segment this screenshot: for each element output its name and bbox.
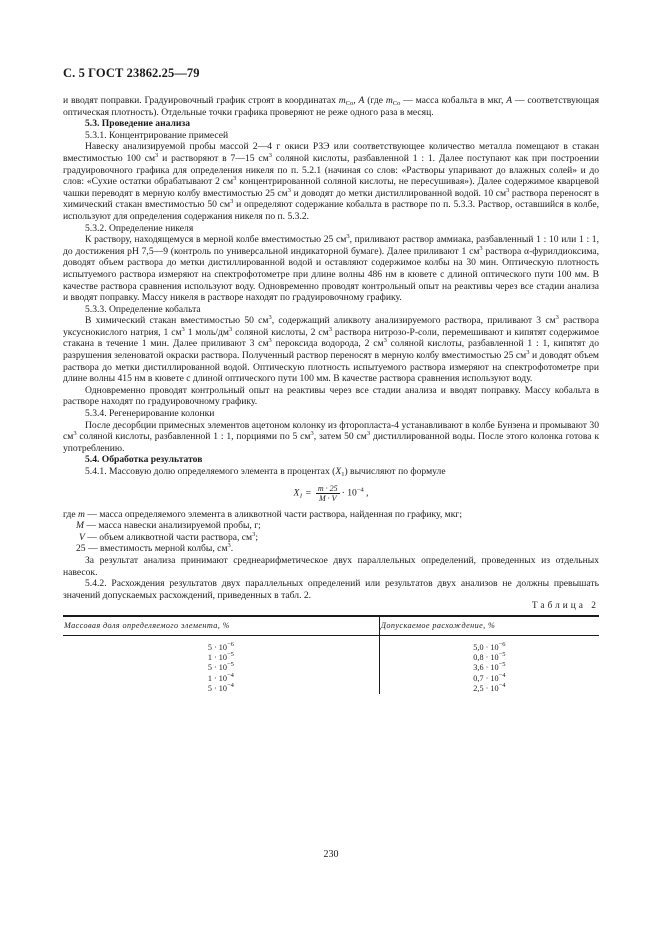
- superscript: 3: [268, 337, 272, 345]
- section-5-4-1-paragraph: [63, 466, 599, 478]
- superscript: 3: [155, 151, 159, 159]
- text: — масса определяемого элемента в аликвотной части раствора, найденная по графику, мкг;: [84, 508, 463, 520]
- superscript: 3: [268, 151, 272, 159]
- text: 5 · 10: [207, 683, 227, 693]
- section-5-3-4-title: 5.3.4. Регенерирование колонки: [85, 408, 215, 420]
- text: m: [338, 95, 346, 106]
- superscript: −6: [226, 640, 234, 648]
- table-cell-mass-fraction: [63, 671, 379, 684]
- superscript: −6: [498, 640, 506, 648]
- text: и доводят до метки дистиллированной водой. 10 см: [290, 187, 507, 199]
- text: и растворяют в 7—15 см: [158, 152, 269, 164]
- formula-equals: =: [302, 487, 314, 499]
- table-row: [63, 684, 599, 694]
- section-5-4-title: 5.4. Обработка результатов: [85, 454, 203, 466]
- text: 1 моль/дм: [184, 326, 229, 338]
- text: Навеску анализируемой пробы массой 2—4 г окиси РЗЭ или соответствующее количество металла помещают в стакан вместимостью 100 см: [63, 141, 599, 164]
- subscript: Co: [392, 100, 401, 107]
- formula-end: ,: [363, 487, 369, 499]
- superscript: 3: [310, 430, 314, 438]
- symbol: M: [76, 520, 84, 532]
- superscript: −4: [226, 681, 234, 689]
- superscript: 3: [230, 198, 234, 206]
- superscript: −4: [498, 681, 506, 689]
- text: раствора α-фурилдиоксима, доводят объем раствора до метки дистиллированной водой и оставляют содержимое колбы на 30 мин. Оптическую плотность испытуемого раствора измеряют на спектрофотометре при длине волны 486 нм в кювете с длиной оптического пути 100 мм. В качестве раствора сравнения используют воду. Одновременно проводят контрольный опыт на реактивы через все стадии анализа и вводят поправку. Массу никеля в растворе находят по градуировочному графику.: [63, 245, 600, 304]
- text: и доводят объем раствора до метки дистиллированной водой. Оптическую плотность испытуемого раствора измеряют на спектрофотометре при длине волны 415 нм в кювете с длиной оптического пути 100 мм. В качестве раствора сравнения используют воду.: [63, 350, 599, 385]
- table-row: [63, 635, 599, 653]
- table-caption: Таблица 2: [531, 601, 599, 612]
- table-header-mass-fraction: Массовая доля определяемого элемента, %: [63, 616, 379, 636]
- table-header-tolerance: Допускаемое расхождение, %: [379, 616, 599, 636]
- formula-lhs-subscript: 1: [299, 492, 303, 500]
- text: (где: [364, 95, 386, 106]
- superscript: 3: [233, 175, 237, 183]
- text: A: [358, 95, 365, 106]
- text: 1 · 10: [207, 653, 227, 663]
- text: ,: [353, 95, 359, 106]
- text: — масса навески анализируемой пробы, г;: [84, 520, 261, 532]
- text: X: [335, 466, 342, 477]
- table-cell-tolerance: [379, 681, 599, 694]
- text: 5 · 10: [207, 663, 227, 673]
- superscript: 3: [268, 314, 272, 322]
- text: соляной кислоты, разбавленной 1 : 1. Далее поступают как при построении градуировочного графика для определения никеля по п. 5.2.1 (начиная со слов: «Растворы упаривают до влажных солей» и до слов: «Сухие остатки обрабатывают 2 см: [63, 152, 599, 188]
- document-body: [63, 95, 599, 694]
- text: соляной кислоты, разбавленной 1 : 1, порциями по 5 см: [76, 431, 311, 443]
- subscript: 1: [341, 471, 345, 478]
- superscript: −4: [226, 671, 234, 679]
- table-header-row: [63, 616, 599, 636]
- superscript: 3: [328, 325, 332, 333]
- superscript: 3: [73, 430, 77, 438]
- formula-definitions: [63, 509, 599, 555]
- superscript: 3: [346, 233, 350, 241]
- text: соляной кислоты, разбавленной 1 : 1, кипятят до разрушения зеленоватой окраски раствора. Полученный раствор переносят в мерную колбу вместимостью 25 см: [63, 338, 599, 362]
- section-5-3-3-paragraph: [63, 315, 599, 385]
- text: m: [385, 95, 393, 106]
- table-cell-tolerance: [379, 671, 599, 684]
- superscript: 3: [383, 337, 387, 345]
- text: , приливают раствор аммиака, разбавленный 1 : 10 или 1 : 1, до достижения pH 7,5—9 (контроль по универсальной индикаторной бумаге). Далее приливают 1 см: [63, 234, 599, 257]
- text: пероксида водорода, 2 см: [271, 338, 384, 350]
- table-cell-mass-fraction: [63, 681, 379, 694]
- formula-fraction: [316, 484, 340, 503]
- formula: [63, 484, 599, 503]
- definition-25: [63, 543, 599, 555]
- symbol: V: [79, 531, 85, 543]
- text: — соответствующая оптическая плотность). Отдельные точки графика проверяют не реже одного раза в месяц.: [63, 95, 600, 118]
- table-cell-mass-fraction: [63, 653, 379, 663]
- superscript: 3: [181, 325, 185, 333]
- superscript: 3: [366, 430, 371, 438]
- table-cell-mass-fraction: [63, 663, 379, 673]
- table-cell-tolerance: [379, 653, 599, 663]
- table-cell-mass-fraction: [63, 635, 379, 653]
- text: 2,5 · 10: [473, 683, 499, 693]
- table-cell-tolerance: [379, 635, 599, 653]
- text: К раствору, находящемуся в мерной колбе вместимостью 25 см: [85, 234, 347, 246]
- text: 5.4.1. Массовую долю определяемого элемента в процентах (: [85, 466, 336, 477]
- formula-numerator: m · 25: [317, 483, 338, 493]
- text: 0,7 · 10: [473, 673, 499, 683]
- text: — масса кобальта в мкг,: [400, 95, 507, 106]
- text: и определяют содержание кобальта в растворе по п. 5.3.3. Раствор, оставшийся в колбе, используют для определения содержания никеля по п. 5.3.2.: [63, 199, 599, 222]
- section-5-3-3-control-paragraph: Одновременно проводят контрольный опыт на реактивы через все стадии анализа и вводят поправку. Массу кобальта в растворе находят по градуировочному графику.: [63, 384, 599, 408]
- section-5-3-1-title: 5.3.1. Концентрирование примесей: [85, 129, 229, 141]
- superscript: −5: [226, 661, 234, 669]
- section-5-4-2-paragraph: 5.4.2. Расхождения результатов двух параллельных определений или результатов двух анализов не должны превышать значений допускаемых расхождений, приведенных в табл. 2.: [63, 578, 599, 601]
- superscript: −5: [498, 651, 506, 659]
- definition-m: [63, 509, 599, 521]
- text: — объем аликвотной части раствора, см: [84, 531, 253, 543]
- text: 3,6 · 10: [473, 663, 499, 673]
- section-5-3-4-paragraph: [63, 420, 599, 455]
- definition-M: [63, 520, 599, 532]
- section-5-3-3-title: 5.3.3. Определение кобальта: [85, 303, 201, 315]
- text: 5 · 10: [207, 642, 227, 652]
- table-cell-tolerance: [379, 663, 599, 673]
- page-header: С. 5 ГОСТ 23862.25—79: [63, 66, 200, 80]
- intro-paragraph: [63, 95, 599, 118]
- text: дистиллированной воды. После этого колонка готова к употреблению.: [63, 431, 599, 454]
- symbol: 25: [76, 543, 86, 555]
- text: — вместимость мерной колбы, см: [85, 543, 228, 555]
- superscript: 3: [252, 530, 256, 538]
- text: где: [63, 508, 78, 520]
- superscript: 3: [287, 186, 291, 194]
- superscript: 3: [526, 349, 530, 357]
- text: , затем 50 см: [313, 431, 367, 443]
- formula-tail: · 10: [341, 487, 357, 499]
- formula-lhs: X: [293, 487, 300, 499]
- section-5-3-1-paragraph: [63, 141, 599, 222]
- section-5-3-title: 5.3. Проведение анализа: [85, 118, 191, 130]
- superscript: −5: [498, 661, 506, 669]
- text: 0,8 · 10: [473, 653, 499, 663]
- table-row: [63, 653, 599, 663]
- text: раствора уксуснокислого натрия, 1 см: [63, 315, 599, 338]
- formula-exponent: −4: [356, 486, 364, 494]
- tolerance-table: [63, 615, 599, 694]
- superscript: −5: [226, 651, 234, 659]
- superscript: −4: [498, 671, 506, 679]
- text: 1 · 10: [207, 673, 227, 683]
- text: и вводят поправки. Градуировочный график строят в координатах: [63, 95, 339, 106]
- text: соляной кислоты, 2 см: [232, 326, 329, 338]
- text: 5,0 · 10: [473, 642, 499, 652]
- subscript: Co: [345, 100, 354, 107]
- text: раствора переносят в химический стакан вместимостью 50 см: [63, 187, 599, 211]
- text: В химический стакан вместимостью 50 см: [85, 315, 269, 327]
- text: раствора нитрозо-Р-соли, перемешивают и кипятят содержимое стакана в течение 1 мин. Далее приливают 3 см: [63, 326, 600, 350]
- text: ;: [255, 531, 259, 543]
- formula-denominator: M · V: [318, 493, 337, 503]
- page-number: 230: [323, 849, 339, 860]
- table-row: [63, 674, 599, 684]
- text: A: [506, 95, 513, 106]
- text: , содержащий аликвоту анализируемого раствора, приливают 3 см: [271, 315, 556, 327]
- text: концентрированной соляной кислоты, не пересушивая»). Далее содержимое кварцевой чашки переводят в мерную колбу вместимостью 25 см: [63, 176, 599, 199]
- superscript: 3: [479, 244, 483, 252]
- superscript: 3: [228, 325, 233, 333]
- superscript: 3: [555, 314, 559, 322]
- superscript: 3: [227, 542, 231, 550]
- section-5-3-2-paragraph: [63, 234, 599, 304]
- table-row: [63, 663, 599, 673]
- symbol: m: [78, 508, 85, 520]
- section-5-3-2-title: 5.3.2. Определение никеля: [85, 222, 194, 234]
- superscript: 3: [506, 186, 510, 194]
- text: .: [230, 543, 234, 555]
- definition-V: [63, 532, 599, 544]
- text: После десорбции примесных элементов ацетоном колонку из фторопласта-4 устанавливают в колбе Бунзена и промывают 30 см: [63, 419, 599, 443]
- result-paragraph: За результат анализа принимают среднеарифметическое двух параллельных определений, проведенных из отдельных навесок.: [63, 554, 599, 578]
- text: ) вычисляют по формуле: [344, 466, 446, 477]
